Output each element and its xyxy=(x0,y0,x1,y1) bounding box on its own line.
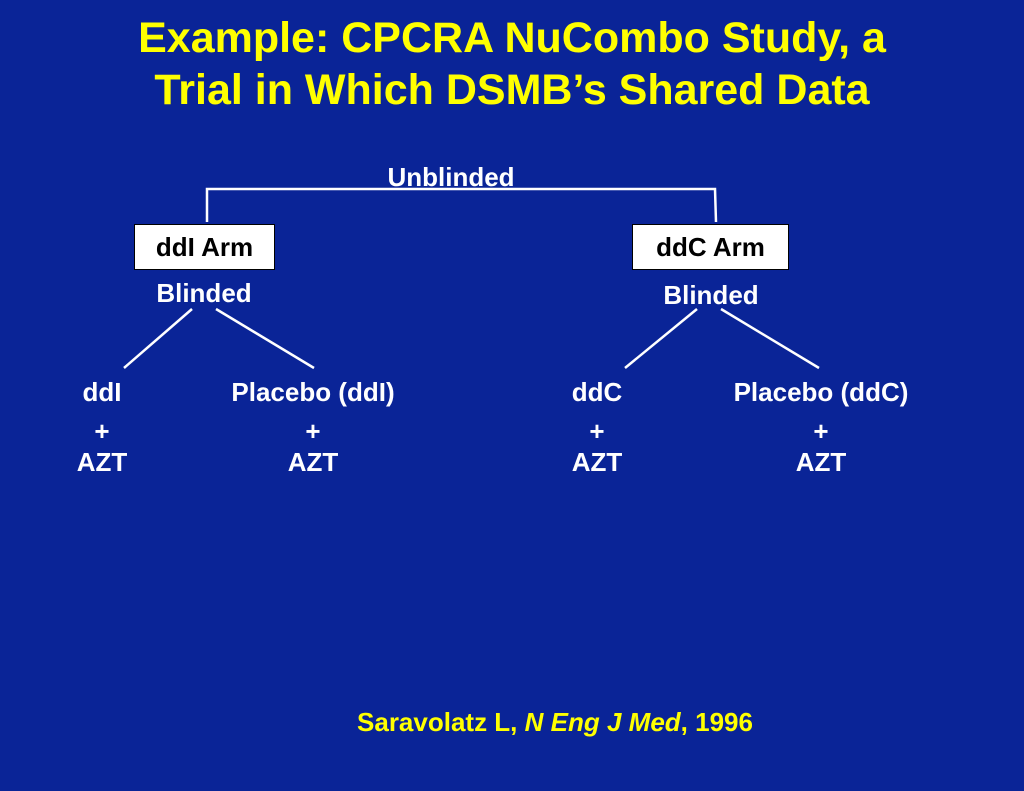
treatment-plus: + xyxy=(94,416,110,446)
title-line-2: Trial in Which DSMB’s Shared Data xyxy=(154,66,870,114)
treatment-drug: Placebo (ddI) xyxy=(231,377,395,407)
ddc-branch-right xyxy=(721,309,819,368)
treatment-drug: ddI xyxy=(82,377,122,407)
unblinded-bracket xyxy=(207,189,716,222)
ddc-arm-box: ddC Arm xyxy=(632,224,789,270)
title-line-1: Example: CPCRA NuCombo Study, a xyxy=(138,14,886,62)
treatment-placebo-ddc-azt xyxy=(691,375,951,481)
treatment-combo: AZT xyxy=(571,447,623,477)
citation xyxy=(0,705,1024,739)
ddi-branch-left xyxy=(124,309,192,368)
ddi-arm-box: ddI Arm xyxy=(134,224,275,270)
ddi-blinded-label: Blinded xyxy=(156,278,252,308)
treatment-plus: + xyxy=(813,416,829,446)
citation-journal: N Eng J Med xyxy=(524,707,681,737)
treatment-combo: AZT xyxy=(287,447,339,477)
treatment-drug: ddC xyxy=(571,377,623,407)
treatment-combo: AZT xyxy=(76,447,128,477)
ddc-branch-left xyxy=(625,309,697,368)
treatment-combo: AZT xyxy=(795,447,847,477)
ddi-branch-right xyxy=(216,309,314,368)
unblinded-label: Unblinded xyxy=(387,162,515,192)
treatment-plus: + xyxy=(305,416,321,446)
citation-year: , 1996 xyxy=(680,707,753,737)
citation-author: Saravolatz L, xyxy=(357,707,518,737)
treatment-placebo-ddi-azt xyxy=(183,375,443,481)
ddc-blinded-label: Blinded xyxy=(663,280,759,310)
treatment-drug: Placebo (ddC) xyxy=(733,377,909,407)
treatment-ddc-azt xyxy=(467,375,727,481)
treatment-plus: + xyxy=(589,416,605,446)
